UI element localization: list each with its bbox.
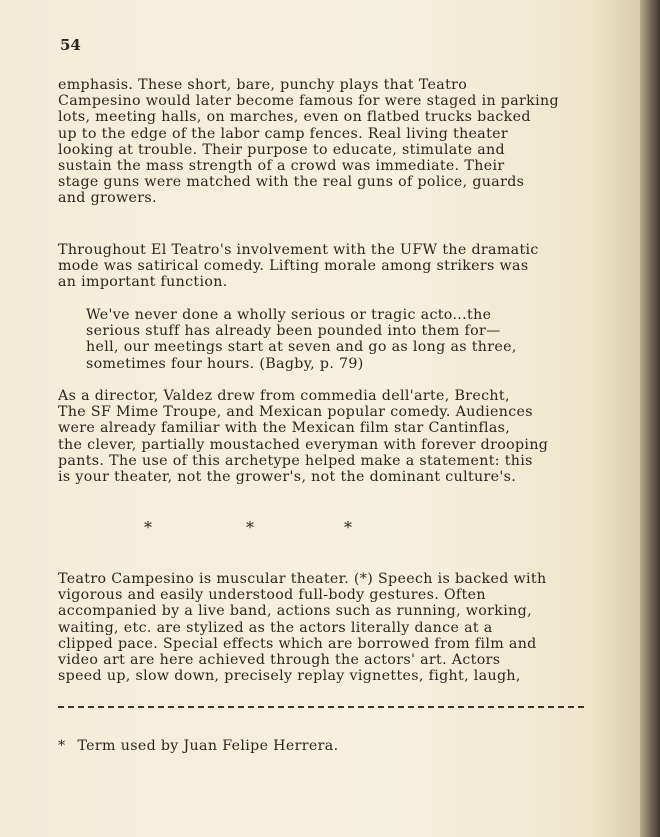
- footnote-divider: [58, 706, 584, 708]
- text-line: We've never done a wholly serious or tragic acto...the: [86, 307, 492, 323]
- paragraph-2: [58, 242, 618, 291]
- page-number: 54: [60, 36, 81, 54]
- paragraph-3: [58, 388, 618, 485]
- text-line: mode was satirical comedy. Lifting morale among strikers was: [58, 258, 529, 275]
- separator-star: *: [144, 518, 152, 537]
- text-line: were already familiar with the Mexican film star Cantinflas,: [58, 420, 511, 437]
- text-line: accompanied by a live band, actions such as running, working,: [58, 603, 532, 620]
- footnote-marker: *: [58, 738, 66, 754]
- footnote-text: Term used by Juan Felipe Herrera.: [77, 738, 339, 754]
- text-line: is your theater, not the grower's, not the dominant culture's.: [58, 469, 517, 486]
- text-line: stage guns were matched with the real guns of police, guards: [58, 174, 525, 191]
- text-line: serious stuff has already been pounded into them for—: [86, 323, 501, 340]
- text-line: Throughout El Teatro's involvement with the UFW the dramatic: [58, 242, 539, 258]
- text-line: vigorous and easily understood full-body gestures. Often: [58, 587, 486, 604]
- separator-star: *: [344, 518, 352, 537]
- text-line: speed up, slow down, precisely replay vignettes, fight, laugh,: [58, 668, 521, 685]
- book-spine-shadow: [640, 0, 660, 837]
- text-line: video art are here achieved through the actors' art. Actors: [58, 652, 501, 669]
- paragraph-1: [58, 77, 618, 207]
- text-line: the clever, partially moustached everyman with forever drooping: [58, 436, 549, 453]
- text-line: up to the edge of the labor camp fences. Real living theater: [58, 125, 509, 142]
- text-line: Teatro Campesino is muscular theater. (*) Speech is backed with: [58, 571, 547, 587]
- text-line: waiting, etc. are stylized as the actors literally dance at a: [58, 619, 493, 636]
- text-line: emphasis. These short, bare, punchy plays that Teatro: [58, 77, 468, 93]
- text-line: lots, meeting halls, on marches, even on flatbed trucks backed: [58, 109, 531, 126]
- text-line: and growers.: [58, 190, 157, 207]
- text-line: hell, our meetings start at seven and go as long as three,: [86, 339, 517, 356]
- text-line: looking at trouble. Their purpose to educate, stimulate and: [58, 141, 505, 158]
- text-line: pants. The use of this archetype helped make a statement: this: [58, 452, 533, 469]
- text-line: The SF Mime Troupe, and Mexican popular comedy. Audiences: [58, 404, 533, 421]
- text-line: sustain the mass strength of a crowd was immediate. Their: [58, 158, 505, 175]
- text-line: clipped pace. Special effects which are borrowed from film and: [58, 635, 537, 652]
- text-line: As a director, Valdez drew from commedia dell'arte, Brecht,: [58, 388, 510, 404]
- text-line: Campesino would later become famous for were staged in parking: [58, 93, 559, 110]
- paragraph-4: [58, 571, 618, 684]
- text-line: an important function.: [58, 274, 228, 291]
- text-line: sometimes four hours. (Bagby, p. 79): [86, 355, 364, 372]
- footnote: [58, 738, 350, 754]
- separator-star: *: [246, 518, 254, 537]
- block-quote: [86, 307, 586, 372]
